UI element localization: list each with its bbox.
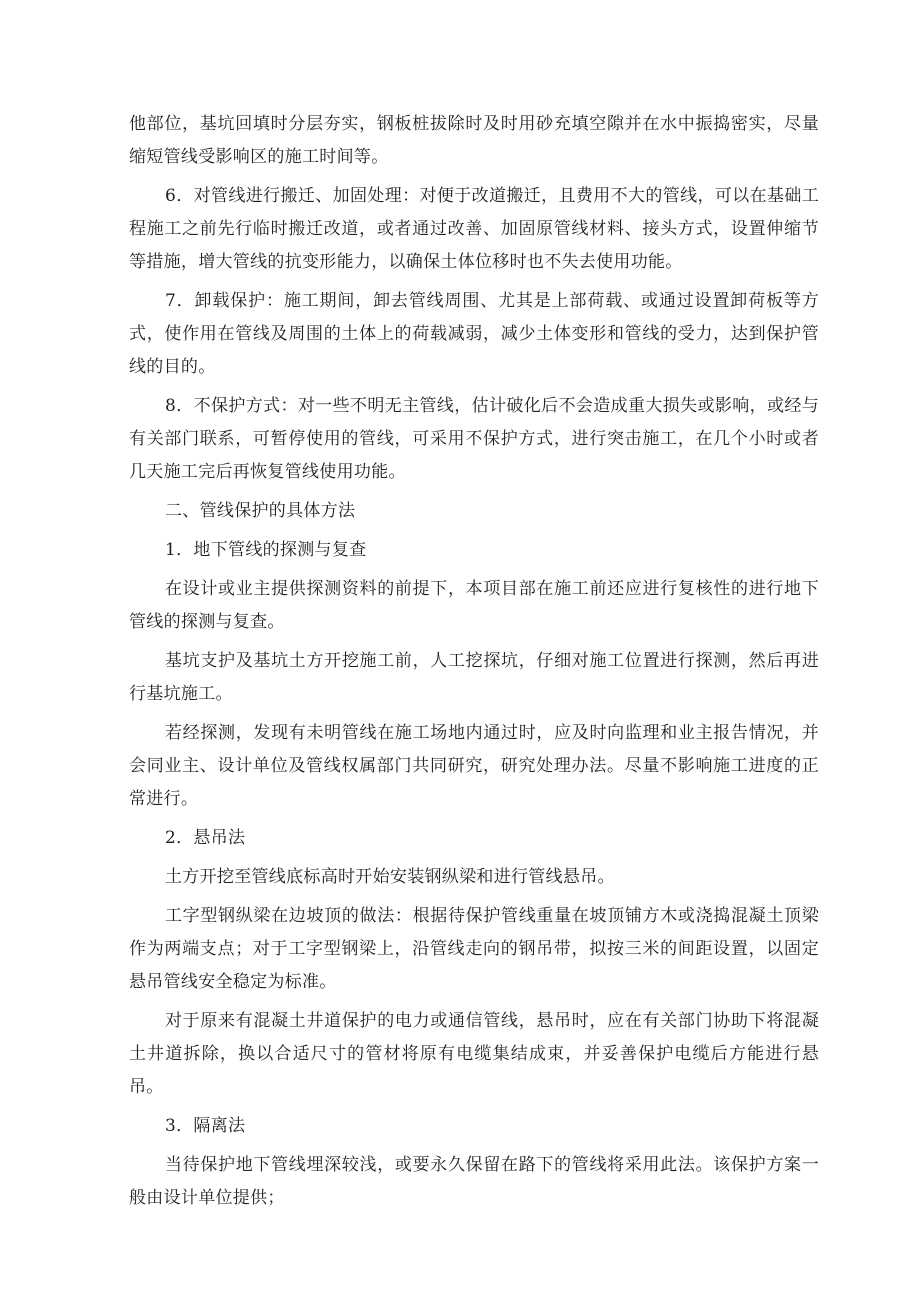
subheading-1: 1．地下管线的探测与复查 [165, 540, 367, 560]
subheading-2: 2．悬吊法 [165, 828, 246, 848]
paragraph-detection-2: 基坑支护及基坑土方开挖施工前，人工挖探坑，仔细对施工位置进行探测，然后再进行基坑施工。 [129, 651, 819, 704]
section-heading: 二、管线保护的具体方法 [165, 501, 356, 521]
document-body [129, 108, 819, 1221]
paragraph-detection-3: 若经探测，发现有未明管线在施工场地内通过时，应及时向监理和业主报告情况，并会同业主、设计单位及管线权属部门共同研究，研究处理办法。尽量不影响施工进度的正常进行。 [129, 723, 819, 809]
paragraph-suspension-3: 对于原来有混凝土井道保护的电力或通信管线，悬吊时，应在有关部门协助下将混凝土井道拆除，换以合适尺寸的管材将原有电缆集结成束，并妥善保护电缆后方能进行悬吊。 [129, 1011, 819, 1097]
paragraph-item-7: 7．卸载保护：施工期间，卸去管线周围、尤其是上部荷载、或通过设置卸荷板等方式，使作用在管线及周围的土体上的荷载减弱，减少土体变形和管线的受力，达到保护管线的目的。 [129, 291, 819, 377]
paragraph-continuation: 他部位，基坑回填时分层夯实，钢板桩拔除时及时用砂充填空隙并在水中振捣密实，尽量缩短管线受影响区的施工时间等。 [129, 114, 819, 167]
paragraph-suspension-2: 工字型钢纵梁在边坡顶的做法：根据待保护管线重量在坡顶铺方木或浇捣混凝土顶梁作为两端支点；对于工字型钢梁上，沿管线走向的钢吊带，拟按三米的间距设置，以固定悬吊管线安全稳定为标准。 [129, 906, 819, 992]
paragraph-detection-1: 在设计或业主提供探测资料的前提下，本项目部在施工前还应进行复核性的进行地下管线的探测与复查。 [129, 579, 819, 632]
paragraph-suspension-1: 土方开挖至管线底标高时开始安装钢纵梁和进行管线悬吊。 [165, 867, 615, 887]
paragraph-isolation-1: 当待保护地下管线埋深较浅，或要永久保留在路下的管线将采用此法。该保护方案一般由设计单位提供； [129, 1155, 819, 1208]
subheading-3: 3．隔离法 [165, 1116, 246, 1136]
paragraph-item-6: 6．对管线进行搬迁、加固处理：对便于改道搬迁，且费用不大的管线，可以在基础工程施工之前先行临时搬迁改道，或者通过改善、加固原管线材料、接头方式，设置伸缩节等措施，增大管线的抗变形能力，以确保土体位移时也不失去使用功能。 [129, 186, 819, 272]
paragraph-item-8: 8．不保护方式：对一些不明无主管线，估计破化后不会造成重大损失或影响，或经与有关部门联系，可暂停使用的管线，可采用不保护方式，进行突击施工，在几个小时或者几天施工完后再恢复管线使用功能。 [129, 396, 819, 482]
